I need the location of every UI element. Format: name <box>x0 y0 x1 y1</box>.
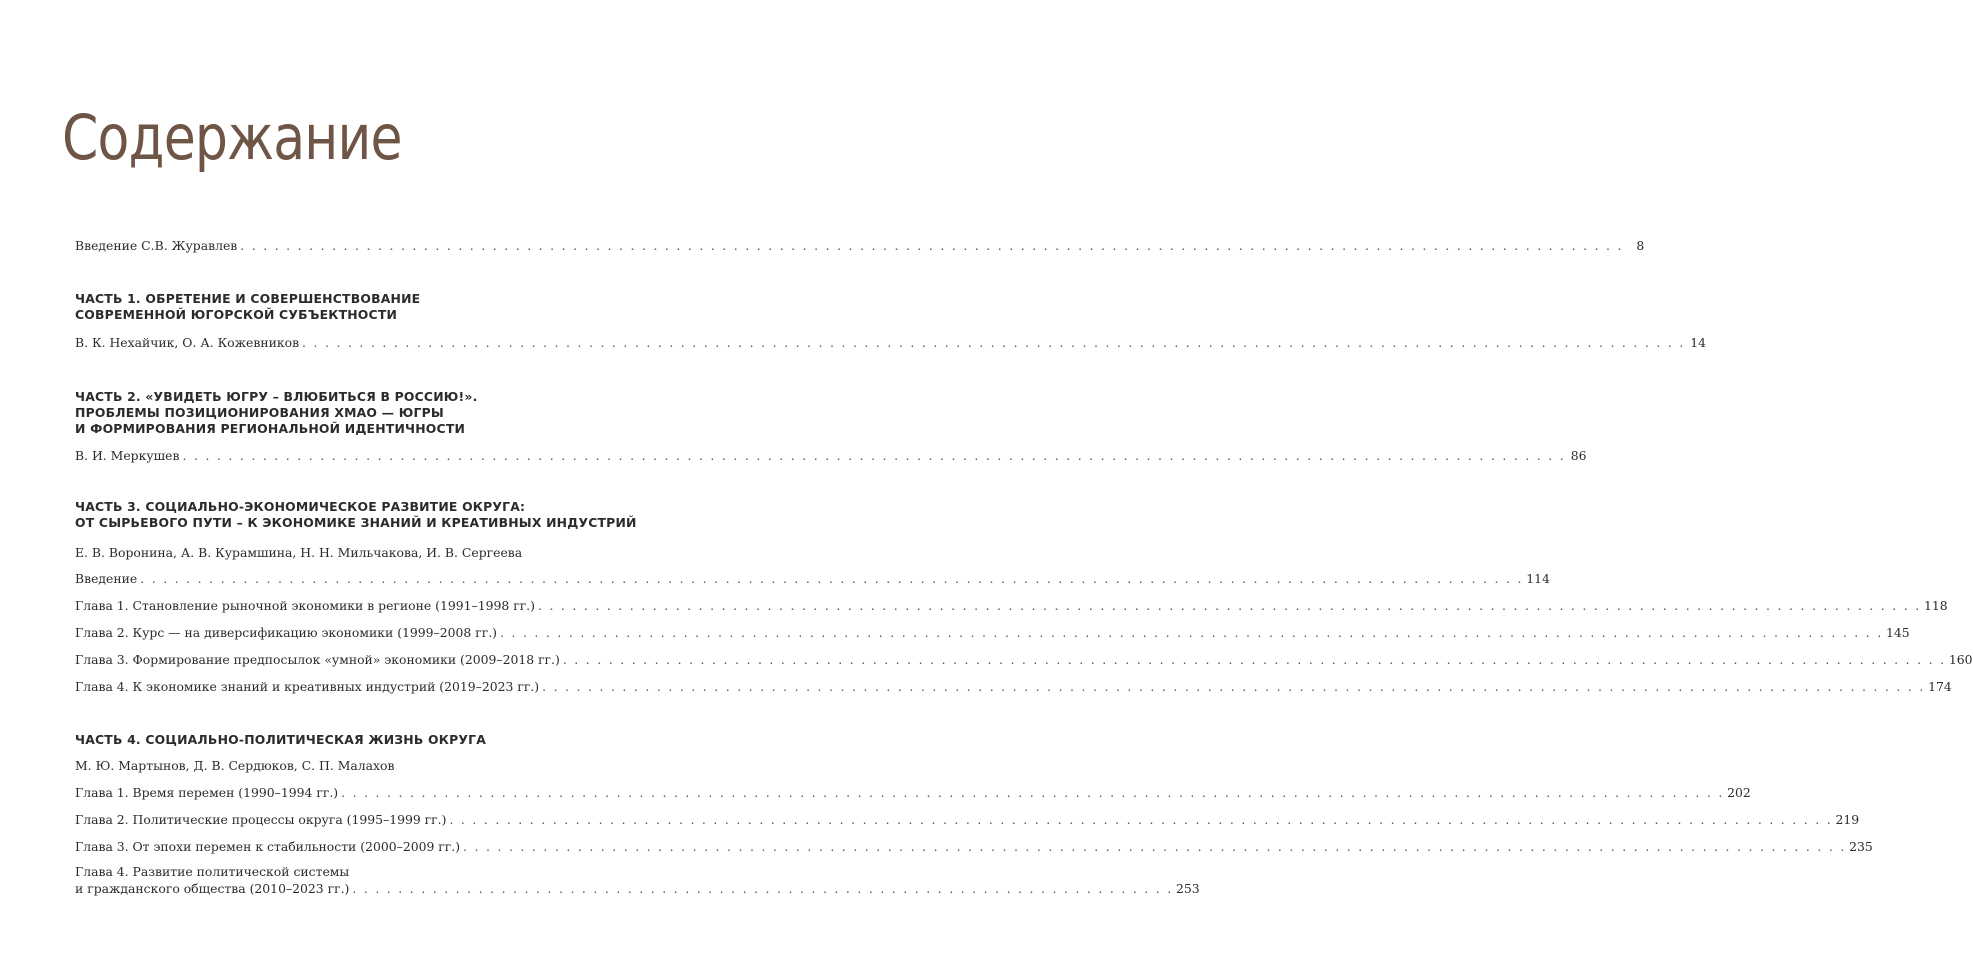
toc-entry-intro[interactable] <box>75 238 1645 254</box>
part-heading-line: И ФОРМИРОВАНИЯ РЕГИОНАЛЬНОЙ ИДЕНТИЧНОСТИ <box>75 421 466 436</box>
page-number: 118 <box>1923 598 1948 613</box>
part-1-heading[interactable] <box>75 291 675 323</box>
leader-dots <box>500 625 1883 641</box>
leader-dots <box>542 679 1925 695</box>
part-4-heading[interactable] <box>75 732 675 748</box>
part-4-authors: М. Ю. Мартынов, Д. В. Сердюков, С. П. Малахов <box>75 758 395 773</box>
entry-label: Глава 1. Время перемен (1990–1994 гг.) <box>75 785 339 800</box>
leader-dots <box>563 652 1946 668</box>
entry-label: В. К. Нехайчик, О. А. Кожевников <box>75 335 300 350</box>
page-number: 253 <box>1176 881 1200 896</box>
part-heading-line: ЧАСТЬ 3. СОЦИАЛЬНО-ЭКОНОМИЧЕСКОЕ РАЗВИТИЕ ОКРУГА: <box>75 499 526 514</box>
leader-dots <box>449 812 1832 828</box>
toc-entry[interactable] <box>75 598 1948 614</box>
toc-entry[interactable] <box>75 839 1873 855</box>
entry-label: Глава 4. К экономике знаний и креативных индустрий (2019–2023 гг.) <box>75 679 540 694</box>
entry-label-line-1: Глава 4. Развитие политической системы <box>75 864 350 879</box>
leader-dots: . . . . . . . . . . . . . . . . . . . . . . . . . . . . . . . . . . . . . . . . . . . . . . . . . . . . . . . . . . . . . . . . . . . . . . . . <box>352 881 1173 896</box>
page-number: 114 <box>1526 571 1550 586</box>
leader-dots <box>341 785 1724 801</box>
toc-entry-part-1-authors[interactable] <box>75 335 1707 351</box>
part-heading-line: ЧАСТЬ 2. «УВИДЕТЬ ЮГРУ – ВЛЮБИТЬСЯ В РОССИЮ!». <box>75 389 478 404</box>
toc-entry[interactable] <box>75 571 1550 587</box>
page-number: 235 <box>1849 839 1873 854</box>
toc-entry[interactable] <box>75 812 1860 828</box>
page-number: 86 <box>1570 448 1587 463</box>
part-3-heading[interactable] <box>75 499 675 531</box>
entry-label: Глава 2. Политические процессы округа (1995–1999 гг.) <box>75 812 447 827</box>
entry-label: Глава 2. Курс — на диверсификацию экономики (1999–2008 гг.) <box>75 625 497 640</box>
part-heading-line: ЧАСТЬ 4. СОЦИАЛЬНО-ПОЛИТИЧЕСКАЯ ЖИЗНЬ ОКРУГА <box>75 732 486 747</box>
toc-entry-part-2-authors[interactable] <box>75 448 1587 464</box>
leader-dots <box>538 598 1921 614</box>
page-number: 202 <box>1727 785 1751 800</box>
part-heading-line: ОТ СЫРЬЕВОГО ПУТИ – К ЭКОНОМИКЕ ЗНАНИЙ И КРЕАТИВНЫХ ИНДУСТРИЙ <box>75 515 637 530</box>
entry-label: Глава 1. Становление рыночной экономики в регионе (1991–1998 гг.) <box>75 598 535 613</box>
entry-label: Введение <box>75 571 138 586</box>
toc-entry[interactable] <box>75 625 1910 641</box>
toc-entry[interactable] <box>75 679 1952 695</box>
part-heading-line: СОВРЕМЕННОЙ ЮГОРСКОЙ СУБЪЕКТНОСТИ <box>75 307 398 322</box>
toc-entry-two-line[interactable] <box>75 863 1200 897</box>
leader-dots <box>182 448 1565 464</box>
leader-dots <box>140 571 1523 587</box>
page-number: 219 <box>1835 812 1860 827</box>
entry-label: Глава 3. Формирование предпосылок «умной» экономики (2009–2018 гг.) <box>75 652 560 667</box>
part-3-authors: Е. В. Воронина, А. В. Курамшина, Н. Н. Мильчакова, И. В. Сергеева <box>75 545 523 560</box>
page-number: 160 <box>1948 652 1973 667</box>
entry-label: Глава 3. От эпохи перемен к стабильности (2000–2009 гг.) <box>75 839 461 854</box>
page-number: 145 <box>1886 625 1910 640</box>
part-2-heading[interactable] <box>75 389 675 437</box>
page-number: 174 <box>1928 679 1952 694</box>
part-heading-line: ПРОБЛЕМЫ ПОЗИЦИОНИРОВАНИЯ ХМАО — ЮГРЫ <box>75 405 444 420</box>
leader-dots <box>240 238 1623 254</box>
page-number: 14 <box>1690 335 1707 350</box>
leader-dots <box>302 335 1685 351</box>
page-title: Содержание <box>62 101 402 174</box>
toc-entry[interactable] <box>75 652 1973 668</box>
page-number: 8 <box>1636 238 1645 253</box>
entry-label-line-2: и гражданского общества (2010–2023 гг.) <box>75 881 350 896</box>
entry-label: Введение С.В. Журавлев <box>75 238 238 253</box>
part-heading-line: ЧАСТЬ 1. ОБРЕТЕНИЕ И СОВЕРШЕНСТВОВАНИЕ <box>75 291 421 306</box>
leader-dots <box>463 839 1846 855</box>
entry-label: В. И. Меркушев <box>75 448 180 463</box>
toc-entry[interactable] <box>75 785 1751 801</box>
